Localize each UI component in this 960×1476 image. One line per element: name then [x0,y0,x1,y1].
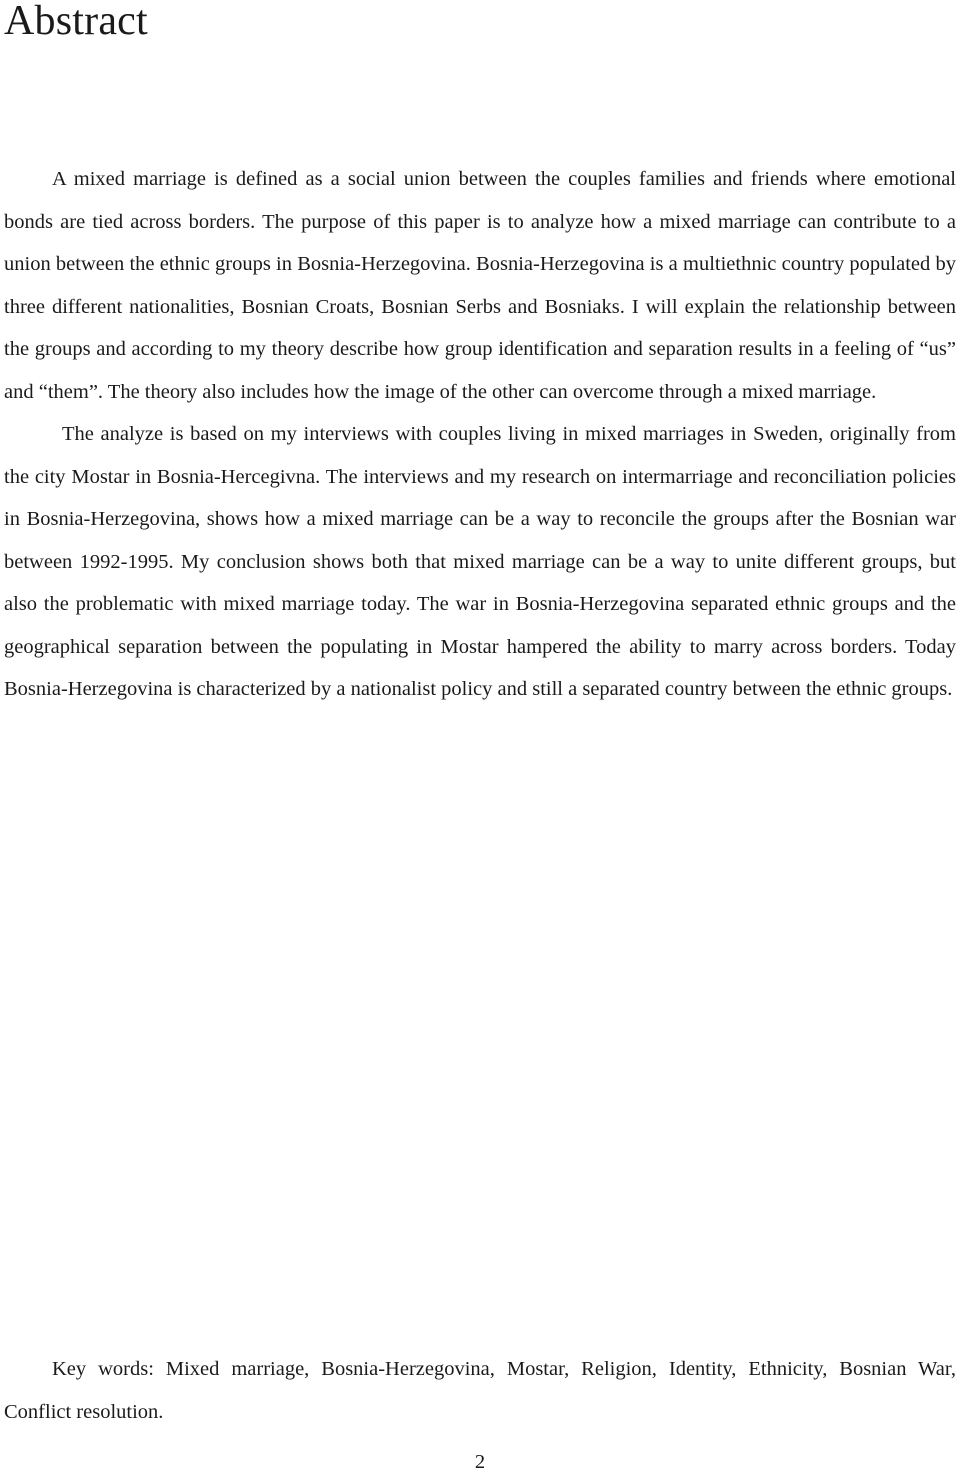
page-title: Abstract [4,0,148,44]
abstract-body [4,158,956,711]
keywords-paragraph: Key words: Mixed marriage, Bosnia-Herzegovina, Mostar, Religion, Identity, Ethnicity, Bosnian War, Conflict resolution. [4,1358,956,1423]
page-number: 2 [474,1451,486,1473]
abstract-paragraph-1: A mixed marriage is defined as a social union between the couples families and friends where emotional bonds are tied across borders. The purpose of this paper is to analyze how a mixed marriage can contribute to a union between the ethnic groups in Bosnia-Herzegovina. Bosnia-Herzegovina is a multiethnic country populated by three different nationalities, Bosnian Croats, Bosnian Serbs and Bosniaks. I will explain the relationship between the groups and according to my theory describe how group identification and separation results in a feeling of “us” and “them”. The theory also includes how the image of the other can overcome through a mixed marriage. [4,168,956,403]
abstract-paragraph-2: The analyze is based on my interviews with couples living in mixed marriages in Sweden, originally from the city Mostar in Bosnia-Hercegivna. The interviews and my research on intermarriage and reconciliation policies in Bosnia-Herzegovina, shows how a mixed marriage can be a way to reconcile the groups after the Bosnian war between 1992-1995. My conclusion shows both that mixed marriage can be a way to unite different groups, but also the problematic with mixed marriage today. The war in Bosnia-Herzegovina separated ethnic groups and the geographical separation between the populating in Mostar hampered the ability to marry across borders. Today Bosnia-Herzegovina is characterized by a nationalist policy and still a separated country between the ethnic groups. [4,423,956,700]
